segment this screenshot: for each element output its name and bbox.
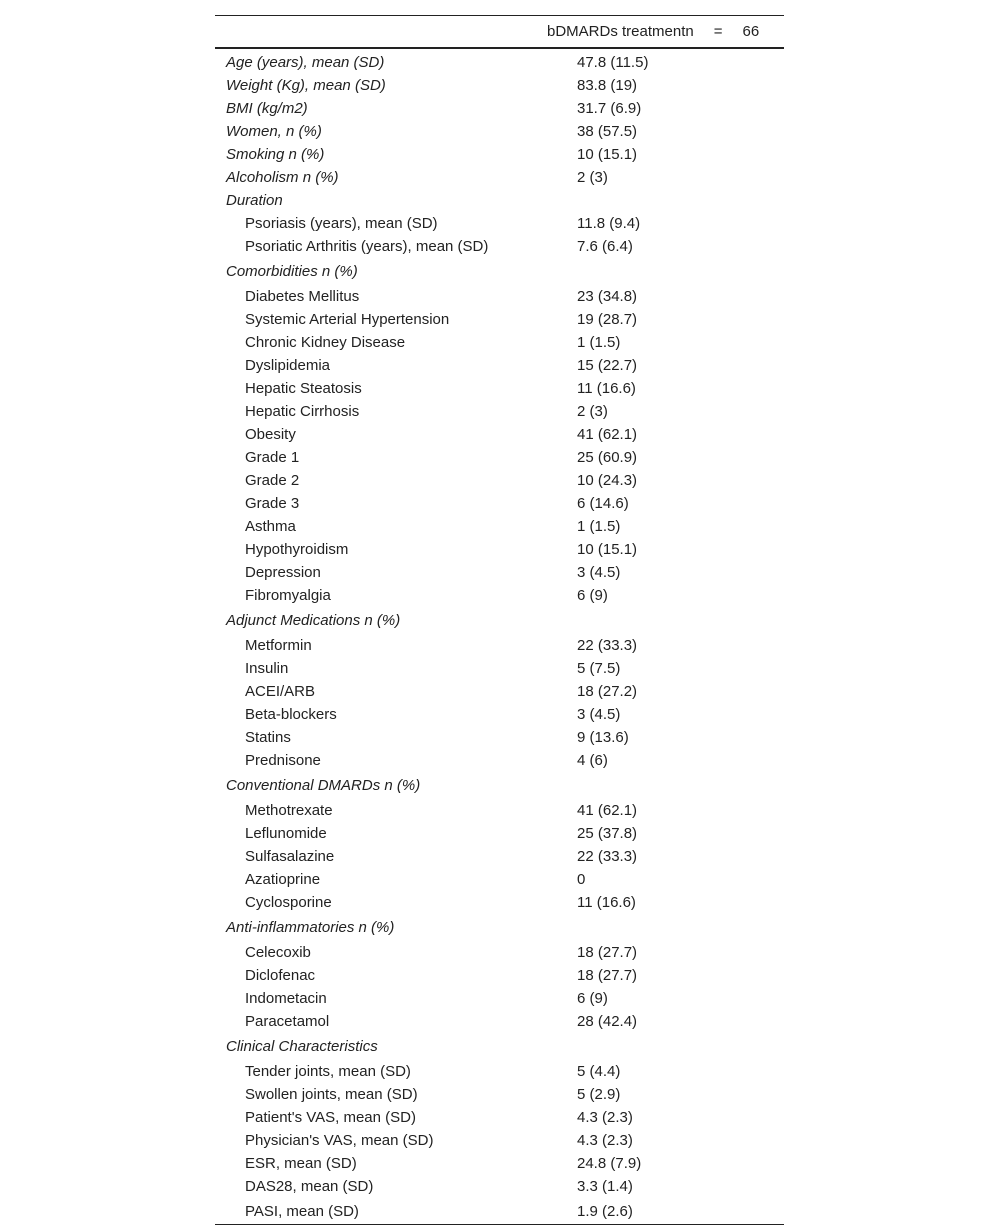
table-row [215, 1175, 784, 1198]
table-row [215, 423, 784, 446]
row-value: 10 (15.1) [577, 541, 638, 558]
row-sub-label: Statins [245, 729, 291, 746]
row-sub-label: Indometacin [245, 990, 327, 1007]
row-sub-label: Prednisone [245, 752, 321, 769]
table-row [215, 97, 784, 120]
table-row [215, 561, 784, 584]
table-row [215, 143, 784, 166]
table-row [215, 703, 784, 726]
table-row [215, 331, 784, 354]
table-row [215, 400, 784, 423]
row-section-label: Comorbidities n (%) [226, 263, 358, 280]
row-value: 41 (62.1) [577, 802, 638, 819]
row-value: 6 (9) [577, 990, 608, 1007]
row-sub-label: Psoriatic Arthritis (years), mean (SD) [245, 238, 489, 255]
row-section-label: Clinical Characteristics [226, 1038, 378, 1055]
row-value: 41 (62.1) [577, 426, 638, 443]
table-row [215, 120, 784, 143]
table-row [215, 749, 784, 772]
row-sub-label: Systemic Arterial Hypertension [245, 311, 450, 328]
row-sub-label: Hypothyroidism [245, 541, 349, 558]
table-row [215, 74, 784, 97]
row-value: 10 (24.3) [577, 472, 638, 489]
row-sub-label: Dyslipidemia [245, 357, 331, 374]
row-value: 3 (4.5) [577, 706, 621, 723]
row-sub-label: Psoriasis (years), mean (SD) [245, 215, 438, 232]
table-row [215, 607, 784, 634]
row-sub-label: Diclofenac [245, 967, 316, 984]
table-row [215, 235, 784, 258]
row-section-label: Alcoholism n (%) [226, 169, 339, 186]
row-sub-label: Asthma [245, 518, 296, 535]
table-row [215, 845, 784, 868]
row-value [577, 914, 784, 941]
table-row [215, 1060, 784, 1083]
column-header [215, 16, 784, 49]
row-value [577, 772, 784, 799]
row-value: 10 (15.1) [577, 146, 638, 163]
row-section-label: Adjunct Medications n (%) [226, 612, 401, 629]
row-value [577, 258, 784, 285]
row-sub-label: Hepatic Cirrhosis [245, 403, 360, 420]
table-row [215, 657, 784, 680]
table-row [215, 964, 784, 987]
row-value: 22 (33.3) [577, 637, 638, 654]
table-row [215, 1010, 784, 1033]
table-row [215, 308, 784, 331]
row-value: 23 (34.8) [577, 288, 638, 305]
table-row [215, 285, 784, 308]
column-header-equals: = [713, 23, 723, 40]
row-sub-label: ESR, mean (SD) [245, 1155, 357, 1172]
table-row [215, 1152, 784, 1175]
row-section-label: Weight (Kg), mean (SD) [226, 77, 386, 94]
row-sub-label: PASI, mean (SD) [215, 1198, 577, 1225]
row-value: 83.8 (19) [577, 77, 638, 94]
table-row [215, 48, 784, 74]
row-sub-label: Fibromyalgia [245, 587, 331, 604]
row-sub-label: Cyclosporine [245, 894, 332, 911]
row-sub-label: Leflunomide [245, 825, 327, 842]
row-sub-label: Paracetamol [245, 1013, 330, 1030]
row-section-label: Smoking n (%) [226, 146, 325, 163]
row-sub-label: Diabetes Mellitus [245, 288, 360, 305]
table-row [215, 515, 784, 538]
row-value: 19 (28.7) [577, 311, 638, 328]
row-value: 18 (27.7) [577, 944, 638, 961]
table-row [215, 1106, 784, 1129]
row-value: 11 (16.6) [577, 380, 636, 397]
row-section-label: Anti-inflammatories n (%) [226, 919, 395, 936]
row-sub-label: Grade 1 [245, 449, 300, 466]
table-body [215, 48, 784, 1225]
row-value: 2 (3) [577, 403, 608, 420]
row-value: 3.3 (1.4) [577, 1178, 633, 1195]
row-section-label: Conventional DMARDs n (%) [226, 777, 421, 794]
table-row [215, 822, 784, 845]
row-sub-label: Hepatic Steatosis [245, 380, 362, 397]
row-value: 5 (7.5) [577, 660, 621, 677]
table-row [215, 680, 784, 703]
row-sub-label: ACEI/ARB [245, 683, 316, 700]
table-row [215, 189, 784, 212]
table-row [215, 258, 784, 285]
row-value: 5 (2.9) [577, 1086, 621, 1103]
row-value: 9 (13.6) [577, 729, 629, 746]
row-value: 5 (4.4) [577, 1063, 621, 1080]
row-sub-label: Metformin [245, 637, 312, 654]
row-value: 3 (4.5) [577, 564, 621, 581]
row-value: 25 (37.8) [577, 825, 638, 842]
row-sub-label: Grade 3 [245, 495, 300, 512]
table-row [215, 799, 784, 822]
row-value: 1 (1.5) [577, 334, 621, 351]
row-value [577, 189, 784, 212]
row-value: 1 (1.5) [577, 518, 621, 535]
row-value: 2 (3) [577, 169, 608, 186]
data-table-container [215, 15, 784, 1225]
row-sub-label: Chronic Kidney Disease [245, 334, 406, 351]
table-row [215, 891, 784, 914]
table-row [215, 377, 784, 400]
table-row [215, 772, 784, 799]
row-value: 28 (42.4) [577, 1013, 638, 1030]
row-sub-label: Methotrexate [245, 802, 333, 819]
row-value: 15 (22.7) [577, 357, 638, 374]
table-row [215, 941, 784, 964]
row-sub-label: Swollen joints, mean (SD) [245, 1086, 418, 1103]
row-value: 31.7 (6.9) [577, 100, 642, 117]
row-value [577, 607, 784, 634]
row-value [577, 1033, 784, 1060]
row-sub-label: Tender joints, mean (SD) [245, 1063, 411, 1080]
row-value: 18 (27.2) [577, 683, 638, 700]
row-value: 38 (57.5) [577, 123, 638, 140]
row-sub-label: Patient's VAS, mean (SD) [245, 1109, 416, 1126]
row-sub-label: Azatioprine [245, 871, 321, 888]
row-value: 22 (33.3) [577, 848, 638, 865]
table-row [215, 1083, 784, 1106]
table-row [215, 538, 784, 561]
table-row [215, 868, 784, 891]
table-header [215, 16, 784, 49]
header-row [215, 16, 784, 49]
table-row [215, 726, 784, 749]
table-row [215, 1129, 784, 1152]
table-row [215, 987, 784, 1010]
row-sub-label: DAS28, mean (SD) [245, 1178, 374, 1195]
table-row [215, 354, 784, 377]
row-section-label: BMI (kg/m2) [226, 100, 308, 117]
table-row [215, 469, 784, 492]
row-section-label: Duration [226, 192, 283, 209]
row-value: 11.8 (9.4) [577, 215, 641, 232]
table-row [215, 446, 784, 469]
table-row [215, 634, 784, 657]
row-section-label: Women, n (%) [226, 123, 322, 140]
row-sub-label: Celecoxib [245, 944, 311, 961]
column-header-n: 66 [742, 23, 760, 40]
row-sub-label: Depression [245, 564, 321, 581]
row-value: 6 (14.6) [577, 495, 629, 512]
row-value: 1.9 (2.6) [577, 1198, 784, 1225]
row-sub-label: Insulin [245, 660, 289, 677]
row-value: 4.3 (2.3) [577, 1109, 633, 1126]
characteristics-table [215, 15, 784, 1225]
table-row [215, 166, 784, 189]
table-row [215, 584, 784, 607]
row-sub-label: Beta-blockers [245, 706, 337, 723]
row-section-label: Age (years), mean (SD) [226, 54, 385, 71]
column-header-label: bDMARDs treatmentn [547, 23, 694, 40]
row-sub-label: Grade 2 [245, 472, 300, 489]
row-value: 4.3 (2.3) [577, 1132, 633, 1149]
table-row [215, 914, 784, 941]
table-row [215, 212, 784, 235]
table-row [215, 1033, 784, 1060]
row-value: 4 (6) [577, 752, 608, 769]
row-sub-label: Sulfasalazine [245, 848, 335, 865]
row-value: 47.8 (11.5) [577, 54, 649, 71]
table-row [215, 1198, 784, 1225]
table-row [215, 492, 784, 515]
row-value: 0 [577, 871, 586, 888]
row-value: 7.6 (6.4) [577, 238, 633, 255]
row-value: 24.8 (7.9) [577, 1155, 642, 1172]
row-value: 6 (9) [577, 587, 608, 604]
row-value: 18 (27.7) [577, 967, 638, 984]
row-value: 25 (60.9) [577, 449, 638, 466]
row-value: 11 (16.6) [577, 894, 636, 911]
row-sub-label: Obesity [245, 426, 296, 443]
row-sub-label: Physician's VAS, mean (SD) [245, 1132, 434, 1149]
